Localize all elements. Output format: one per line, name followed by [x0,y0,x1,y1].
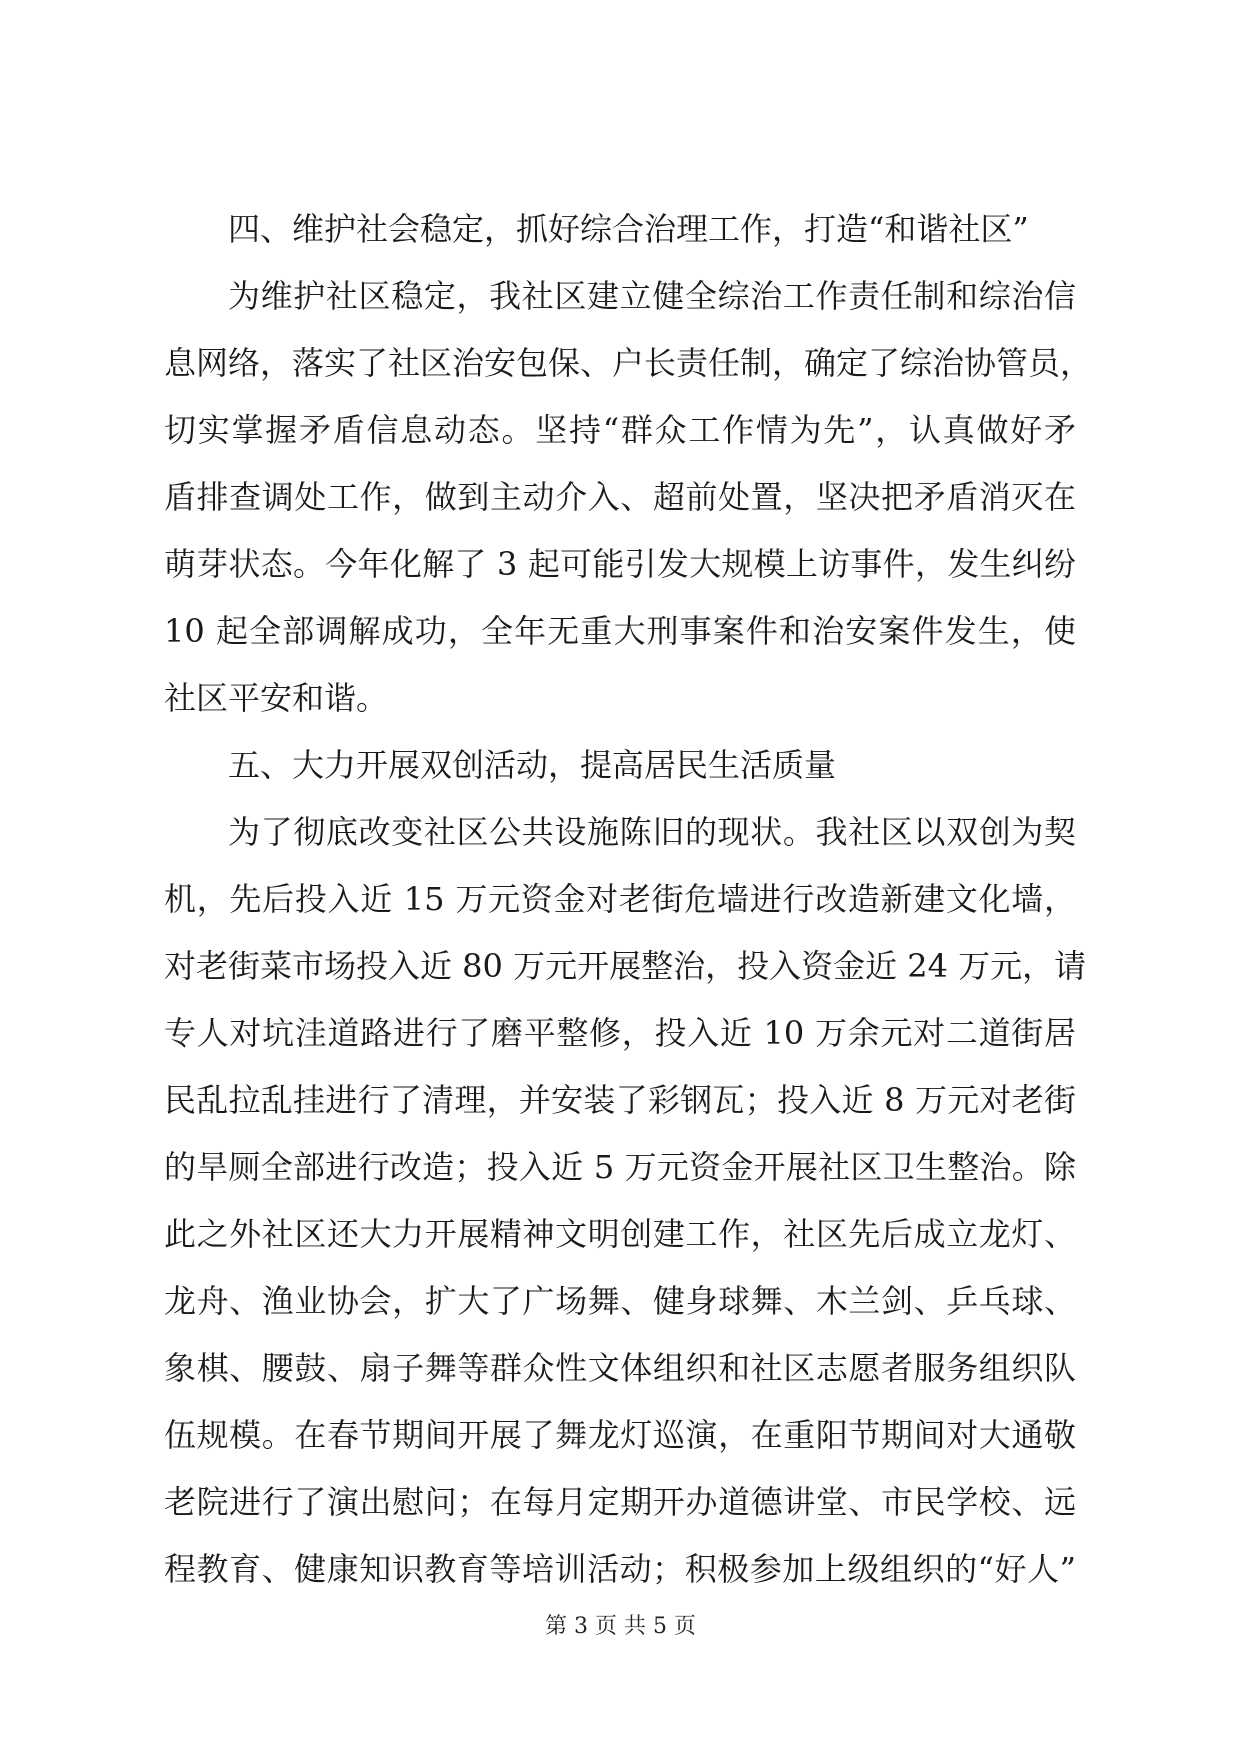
heading-text: 四、维护社会稳定，抓好综合治理工作，打造“和谐社区” [228,210,1029,248]
paragraph-line: 为了彻底改变社区公共设施陈旧的现状。我社区以双创为契 [228,813,1076,851]
paragraph-line: 龙舟、渔业协会，扩大了广场舞、健身球舞、木兰剑、乒乓球、 [164,1282,1076,1320]
paragraph-line: 机，先后投入近 15 万元资金对老街危墙进行改造新建文化墙， [164,880,1076,918]
paragraph-line: 切实掌握矛盾信息动态。坚持“群众工作情为先”，认真做好矛 [164,411,1076,449]
paragraph-line: 民乱拉乱挂进行了清理，并安装了彩钢瓦；投入近 8 万元对老街 [164,1081,1076,1119]
paragraph-line: 萌芽状态。今年化解了 3 起可能引发大规模上访事件，发生纠纷 [164,545,1076,583]
paragraph-line: 息网络，落实了社区治安包保、户长责任制，确定了综治协管员， [164,344,1093,382]
paragraph-line: 10 起全部调解成功，全年无重大刑事案件和治安案件发生，使 [164,612,1076,650]
paragraph-line: 专人对坑洼道路进行了磨平整修，投入近 10 万余元对二道街居 [164,1014,1076,1052]
heading-text: 五、大力开展双创活动，提高居民生活质量 [228,746,837,784]
paragraph-line: 对老街菜市场投入近 80 万元开展整治，投入资金近 24 万元，请 [164,947,1087,985]
paragraph-line: 此之外社区还大力开展精神文明创建工作，社区先后成立龙灯、 [164,1215,1076,1253]
paragraph-line: 社区平安和谐。 [164,679,389,717]
body-paragraph [164,263,1093,732]
section-heading [164,196,1076,263]
paragraph-line: 为维护社区稳定，我社区建立健全综治工作责任制和综治信 [228,277,1076,315]
paragraph-line: 盾排查调处工作，做到主动介入、超前处置，坚决把矛盾消灭在 [164,478,1076,516]
paragraph-line: 象棋、腰鼓、扇子舞等群众性文体组织和社区志愿者服务组织队 [164,1349,1076,1387]
paragraph-line: 程教育、健康知识教育等培训活动；积极参加上级组织的“好人” [164,1550,1076,1588]
document-body [164,196,1093,1603]
section-heading [164,732,1076,799]
page-footer: 第 3 页 共 5 页 [545,1614,696,1639]
paragraph-line: 伍规模。在春节期间开展了舞龙灯巡演，在重阳节期间对大通敬 [164,1416,1076,1454]
paragraph-line: 老院进行了演出慰问；在每月定期开办道德讲堂、市民学校、远 [164,1483,1076,1521]
paragraph-line: 的旱厕全部进行改造；投入近 5 万元资金开展社区卫生整治。除 [164,1148,1076,1186]
body-paragraph [164,799,1087,1603]
